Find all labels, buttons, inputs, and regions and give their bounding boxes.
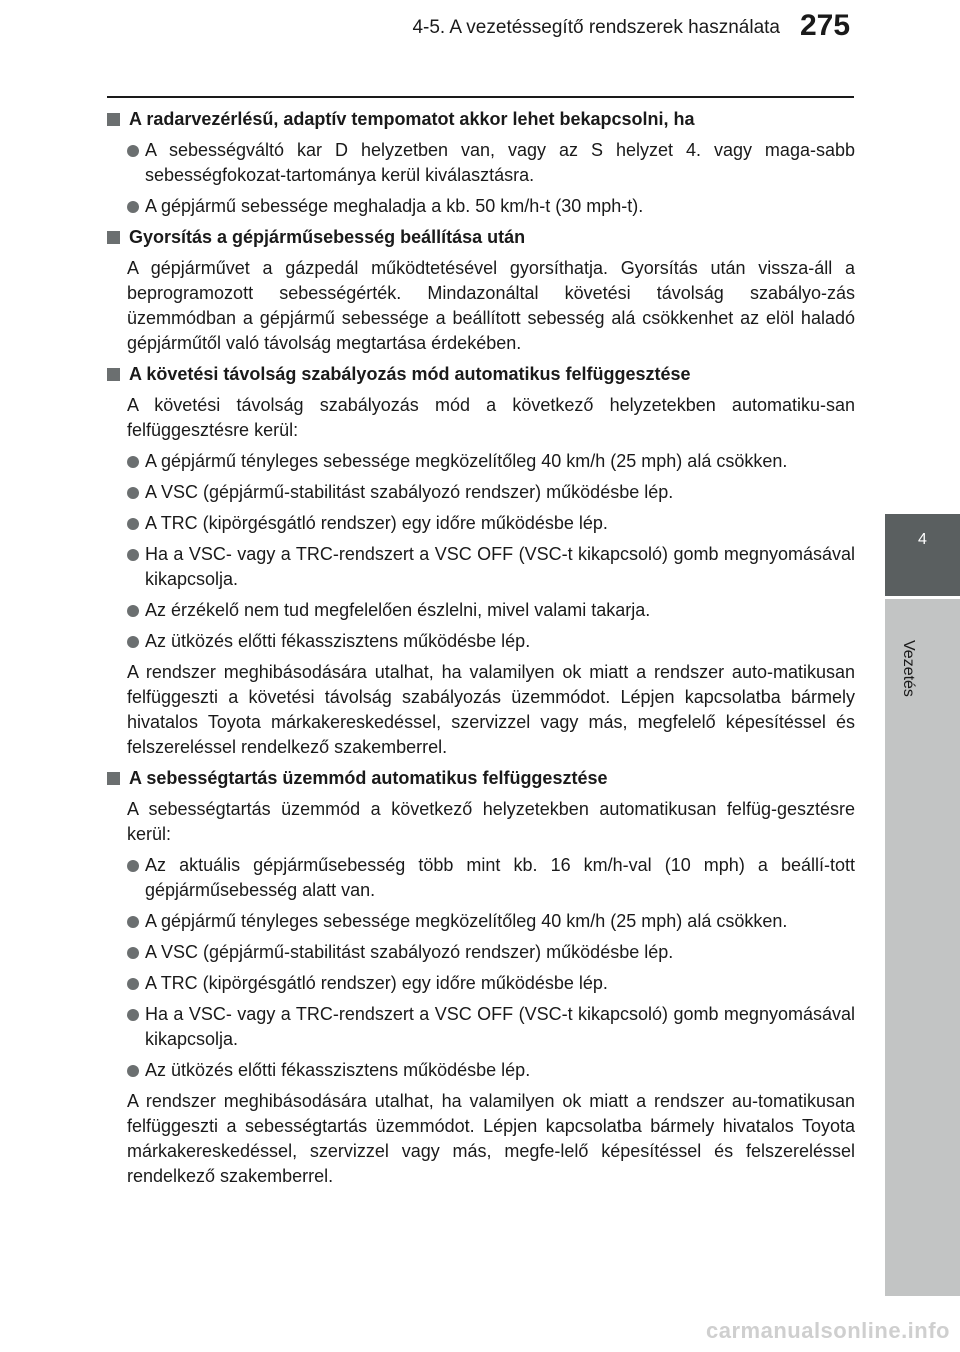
- list-item: [127, 629, 855, 654]
- circle-bullet-icon: [127, 860, 139, 872]
- section-heading: [105, 225, 855, 250]
- list-item-text: A gépjármű tényleges sebessége megközelítőleg 40 km/h (25 mph) alá csökken.: [145, 911, 788, 931]
- section-paragraph: A követési távolság szabályozás mód a következő helyzetekben automatiku-san felfüggesztésre kerül:: [127, 395, 855, 440]
- square-bullet-icon: [107, 772, 120, 785]
- circle-bullet-icon: [127, 549, 139, 561]
- circle-bullet-icon: [127, 456, 139, 468]
- list-item: [127, 542, 855, 592]
- list-item: [127, 194, 855, 219]
- list-item-text: A TRC (kipörgésgátló rendszer) egy időre működésbe lép.: [145, 973, 608, 993]
- list-item: [127, 598, 855, 623]
- list-item: [127, 971, 855, 996]
- section-heading-text: A radarvezérlésű, adaptív tempomatot akkor lehet bekapcsolni, ha: [129, 109, 695, 129]
- circle-bullet-icon: [127, 145, 139, 157]
- section-heading: [105, 766, 855, 791]
- square-bullet-icon: [107, 113, 120, 126]
- list-item: [127, 940, 855, 965]
- list-item-text: A VSC (gépjármű-stabilitást szabályozó rendszer) működésbe lép.: [145, 942, 674, 962]
- circle-bullet-icon: [127, 1065, 139, 1077]
- section-heading-text: Gyorsítás a gépjárműsebesség beállítása után: [129, 227, 526, 247]
- list-item: [127, 511, 855, 536]
- square-bullet-icon: [107, 368, 120, 381]
- section-heading: [105, 362, 855, 387]
- list-item: [127, 1058, 855, 1083]
- list-item: [127, 853, 855, 903]
- list-item-text: Az érzékelő nem tud megfelelően észlelni, mivel valami takarja.: [145, 600, 651, 620]
- list-item: [127, 909, 855, 934]
- section-paragraph: A rendszer meghibásodására utalhat, ha valamilyen ok miatt a rendszer auto-matikusan felfüggeszti a követési távolság szabályozás üzemmódot. Lépjen kapcsolatba bármely hivatalos Toyota márkakereskedéssel, szervizzel vagy más, megfelelő képesítéssel és felszereléssel rendelkező szakemberrel.: [127, 662, 855, 757]
- list-item-text: Az ütközés előtti fékasszisztens működésbe lép.: [145, 1060, 531, 1080]
- section-paragraph: A gépjárművet a gázpedál működtetésével gyorsíthatja. Gyorsítás után vissza-áll a beprogramozott sebességérték. Mindazonáltal követési távolság szabályo-zás üzemmódban a gépjármű sebessége a beállított sebesség alá csökkenhet az elöl haladó gépjárműtől való távolság megtartása érdekében.: [127, 258, 855, 353]
- list-item: [127, 480, 855, 505]
- circle-bullet-icon: [127, 201, 139, 213]
- circle-bullet-icon: [127, 947, 139, 959]
- page-header-title: 4-5. A vezetéssegítő rendszerek használata: [412, 17, 780, 38]
- list-item-text: Ha a VSC- vagy a TRC-rendszert a VSC OFF (VSC-t kikapcsoló) gomb megnyomásával kikapcsolja.: [145, 1004, 855, 1049]
- circle-bullet-icon: [127, 916, 139, 928]
- chapter-tab: [885, 514, 960, 596]
- circle-bullet-icon: [127, 978, 139, 990]
- circle-bullet-icon: [127, 1009, 139, 1021]
- list-item-text: A VSC (gépjármű-stabilitást szabályozó rendszer) működésbe lép.: [145, 482, 674, 502]
- section-heading: [105, 107, 855, 132]
- list-item-text: Az aktuális gépjárműsebesség több mint kb. 16 km/h-val (10 mph) a beállí-tott gépjárműsebesség alatt van.: [145, 855, 855, 900]
- header-rule: [107, 96, 854, 98]
- circle-bullet-icon: [127, 636, 139, 648]
- list-item-text: Az ütközés előtti fékasszisztens működésbe lép.: [145, 631, 531, 651]
- list-item-text: A TRC (kipörgésgátló rendszer) egy időre működésbe lép.: [145, 513, 608, 533]
- list-item-text: A sebességváltó kar D helyzetben van, vagy az S helyzet 4. vagy maga-sabb sebességfokozat-tartománya kerül kiválasztásra.: [145, 140, 855, 185]
- circle-bullet-icon: [127, 605, 139, 617]
- page-content: [105, 107, 855, 1195]
- list-item-text: A gépjármű tényleges sebessége megközelítőleg 40 km/h (25 mph) alá csökken.: [145, 451, 788, 471]
- chapter-tab-number: 4: [918, 531, 927, 548]
- page-number: 275: [800, 9, 851, 42]
- section-heading-text: A követési távolság szabályozás mód automatikus felfüggesztése: [129, 364, 691, 384]
- chapter-tab-label: Vezetés: [900, 640, 917, 697]
- square-bullet-icon: [107, 231, 120, 244]
- watermark: carmanualsonline.info: [706, 1318, 950, 1343]
- circle-bullet-icon: [127, 487, 139, 499]
- list-item: [127, 1002, 855, 1052]
- list-item: [127, 138, 855, 188]
- circle-bullet-icon: [127, 518, 139, 530]
- section-paragraph: A sebességtartás üzemmód a következő helyzetekben automatikusan felfüg-gesztésre kerül:: [127, 799, 855, 844]
- list-item-text: Ha a VSC- vagy a TRC-rendszert a VSC OFF (VSC-t kikapcsoló) gomb megnyomásával kikapcsolja.: [145, 544, 855, 589]
- section-heading-text: A sebességtartás üzemmód automatikus felfüggesztése: [129, 768, 608, 788]
- section-paragraph: A rendszer meghibásodására utalhat, ha valamilyen ok miatt a rendszer au-tomatikusan felfüggeszti a sebességtartás üzemmódot. Lépjen kapcsolatba bármely hivatalos Toyota márkakereskedéssel, szervizzel vagy más, megfe-lelő képesítéssel és felszereléssel rendelkező szakemberrel.: [127, 1091, 855, 1186]
- list-item: [127, 449, 855, 474]
- list-item-text: A gépjármű sebessége meghaladja a kb. 50 km/h-t (30 mph-t).: [145, 196, 644, 216]
